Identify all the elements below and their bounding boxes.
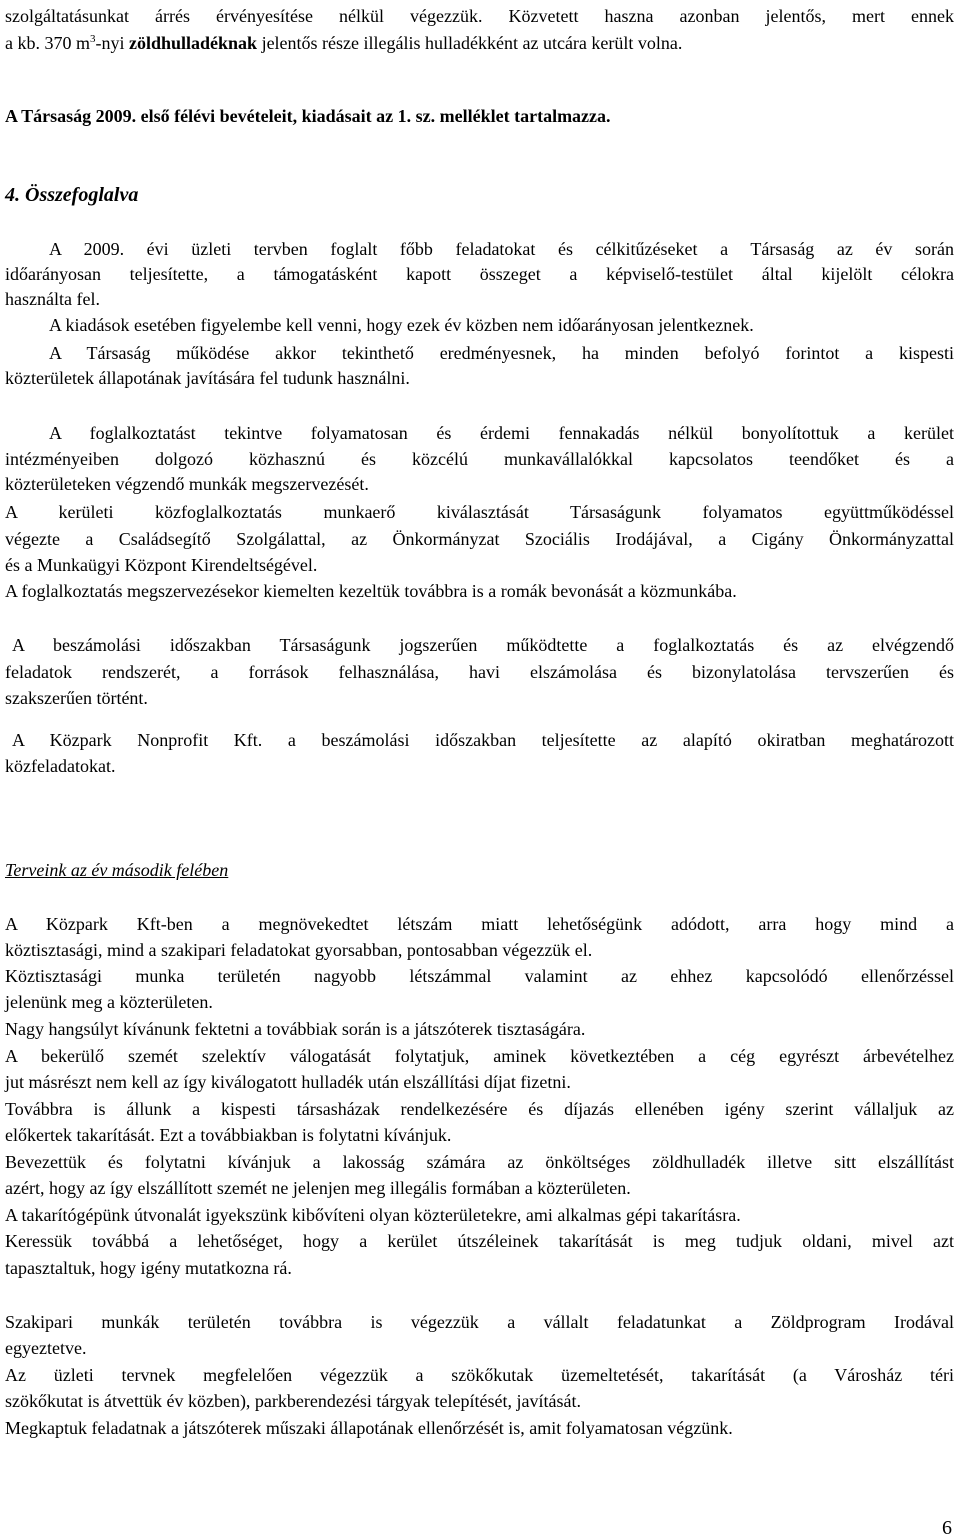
text-span: -nyi <box>95 33 129 53</box>
paragraph-line: jut másrészt nem kell az így kiválogatott hulladék után elszállítási díjat fizetni. <box>5 1072 571 1092</box>
paragraph-line: Megkaptuk feladatnak a játszóterek műszaki állapotának ellenőrzését is, amit folyamatosan végzünk. <box>5 1418 733 1438</box>
paragraph-line: Bevezettük és folytatni kívánjuk a lakosság számára az önköltséges zöldhulladék illetve sitt elszállítást <box>5 1152 954 1172</box>
section-heading: 4. Összefoglalva <box>5 184 139 206</box>
paragraph-line: szakszerűen történt. <box>5 688 148 708</box>
paragraph-line: Köztisztasági munka területén nagyobb létszámmal valamint az ehhez kapcsolódó ellenőrzéssel <box>5 966 954 986</box>
paragraph-line: feladatok rendszerét, a források felhasználása, havi elszámolása és bizonylatolása tervszerűen és <box>5 662 954 682</box>
paragraph-line: jelenünk meg a közterületen. <box>5 992 213 1012</box>
superscript: 3 <box>90 33 96 45</box>
paragraph-line: A kerületi közfoglalkoztatás munkaerő kiválasztását Társaságunk folyamatos együttműködéssel <box>5 502 954 522</box>
paragraph-line: szökőkutat is átvettük év közben), parkberendezési tárgyak telepítését, javítását. <box>5 1391 581 1411</box>
paragraph-line: végezte a Családsegítő Szolgálattal, az Önkormányzat Szociális Irodájával, a Cigány Önkormányzattal <box>5 529 954 549</box>
text-span: jelentős része illegális hulladékként az utcára került volna. <box>257 33 683 53</box>
paragraph-line: A bekerülő szemét szelektív válogatását folytatjuk, aminek következtében a cég egyrészt árbevételhez <box>5 1046 954 1066</box>
paragraph-line: A Társaság működése akkor tekinthető eredményesnek, ha minden befolyó forintot a kispesti <box>49 343 954 363</box>
paragraph-line: Keressük továbbá a lehetőséget, hogy a kerület útszéleinek takarítását is meg tudjuk oldani, mivel azt <box>5 1231 954 1251</box>
paragraph-line: intézményeiben dolgozó közhasznú és közcélú munkavállalókkal kapcsolatos teendőket és a <box>5 449 954 469</box>
paragraph-line: A takarítógépünk útvonalát igyekszünk kibővíteni olyan közterületekre, ami alkalmas gépi takarításra. <box>5 1205 741 1225</box>
text-line <box>5 31 682 55</box>
bold-term: zöldhulladéknak <box>129 33 258 53</box>
paragraph-line: időarányosan teljesítette, a támogatásként kapott összeget a képviselő-testület által kijelölt célokra <box>5 264 954 284</box>
paragraph-line: azért, hogy az így elszállított szemét ne jelenjen meg illegális formában a közterületen. <box>5 1178 631 1198</box>
paragraph-line: A Közpark Kft-ben a megnövekedtet létszám miatt lehetőségünk adódott, arra hogy mind a <box>5 914 954 934</box>
plans-heading: Terveink az év második felében <box>5 860 229 880</box>
paragraph-line: Továbbra is állunk a kispesti társasházak rendelkezésére és díjazás ellenében igény szerint vállaljuk az <box>5 1099 954 1119</box>
paragraph-line: A 2009. évi üzleti tervben foglalt főbb feladatokat és célkitűzéseket a Társaság az év során <box>49 239 954 259</box>
paragraph-line: A foglalkoztatást tekintve folyamatosan és érdemi fennakadás nélkül bonyolítottuk a kerület <box>49 423 954 443</box>
paragraph-line: A kiadások esetében figyelembe kell venni, hogy ezek év közben nem időarányosan jelentkeznek. <box>49 315 754 335</box>
text-line: szolgáltatásunkat árrés érvényesítése nélkül végezzük. Közvetett haszna azonban jelentős, mert ennek <box>5 6 954 26</box>
paragraph-line: közfeladatokat. <box>5 756 116 776</box>
paragraph-line: használta fel. <box>5 289 100 309</box>
text-span: a kb. 370 m <box>5 33 90 53</box>
paragraph-line: közterületeken végzendő munkák megszervezését. <box>5 474 369 494</box>
paragraph-line: A Közpark Nonprofit Kft. a beszámolási időszakban teljesítette az alapító okiratban meghatározott <box>12 730 954 750</box>
page-number: 6 <box>942 1517 952 1539</box>
annex-reference: A Társaság 2009. első félévi bevételeit, kiadásait az 1. sz. melléklet tartalmazza. <box>5 106 611 126</box>
paragraph-line: Az üzleti tervnek megfelelően végezzük a szökőkutak üzemeltetését, takarítását (a Városház téri <box>5 1365 954 1385</box>
paragraph-line: köztisztasági, mind a szakipari feladatokat gyorsabban, pontosabban végezzük el. <box>5 940 593 960</box>
paragraph-line: Nagy hangsúlyt kívánunk fektetni a továbbiak során is a játszóterek tisztaságára. <box>5 1019 586 1039</box>
paragraph-line: Szakipari munkák területén továbbra is végezzük a vállalt feladatunkat a Zöldprogram Irodával <box>5 1312 954 1332</box>
paragraph-line: A beszámolási időszakban Társaságunk jogszerűen működtette a foglalkoztatás és az elvégzendő <box>12 635 954 655</box>
paragraph-line: előkertek takarítását. Ezt a továbbiakban is folytatni kívánjuk. <box>5 1125 452 1145</box>
paragraph-line: közterületek állapotának javítására fel tudunk használni. <box>5 368 410 388</box>
paragraph-line: egyeztetve. <box>5 1338 87 1358</box>
paragraph-line: és a Munkaügyi Központ Kirendeltségével. <box>5 555 318 575</box>
paragraph-line: tapasztaltuk, hogy igény mutatkozna rá. <box>5 1258 292 1278</box>
paragraph-line: A foglalkoztatás megszervezésekor kiemelten kezeltük továbbra is a romák bevonását a közmunkába. <box>5 581 737 601</box>
